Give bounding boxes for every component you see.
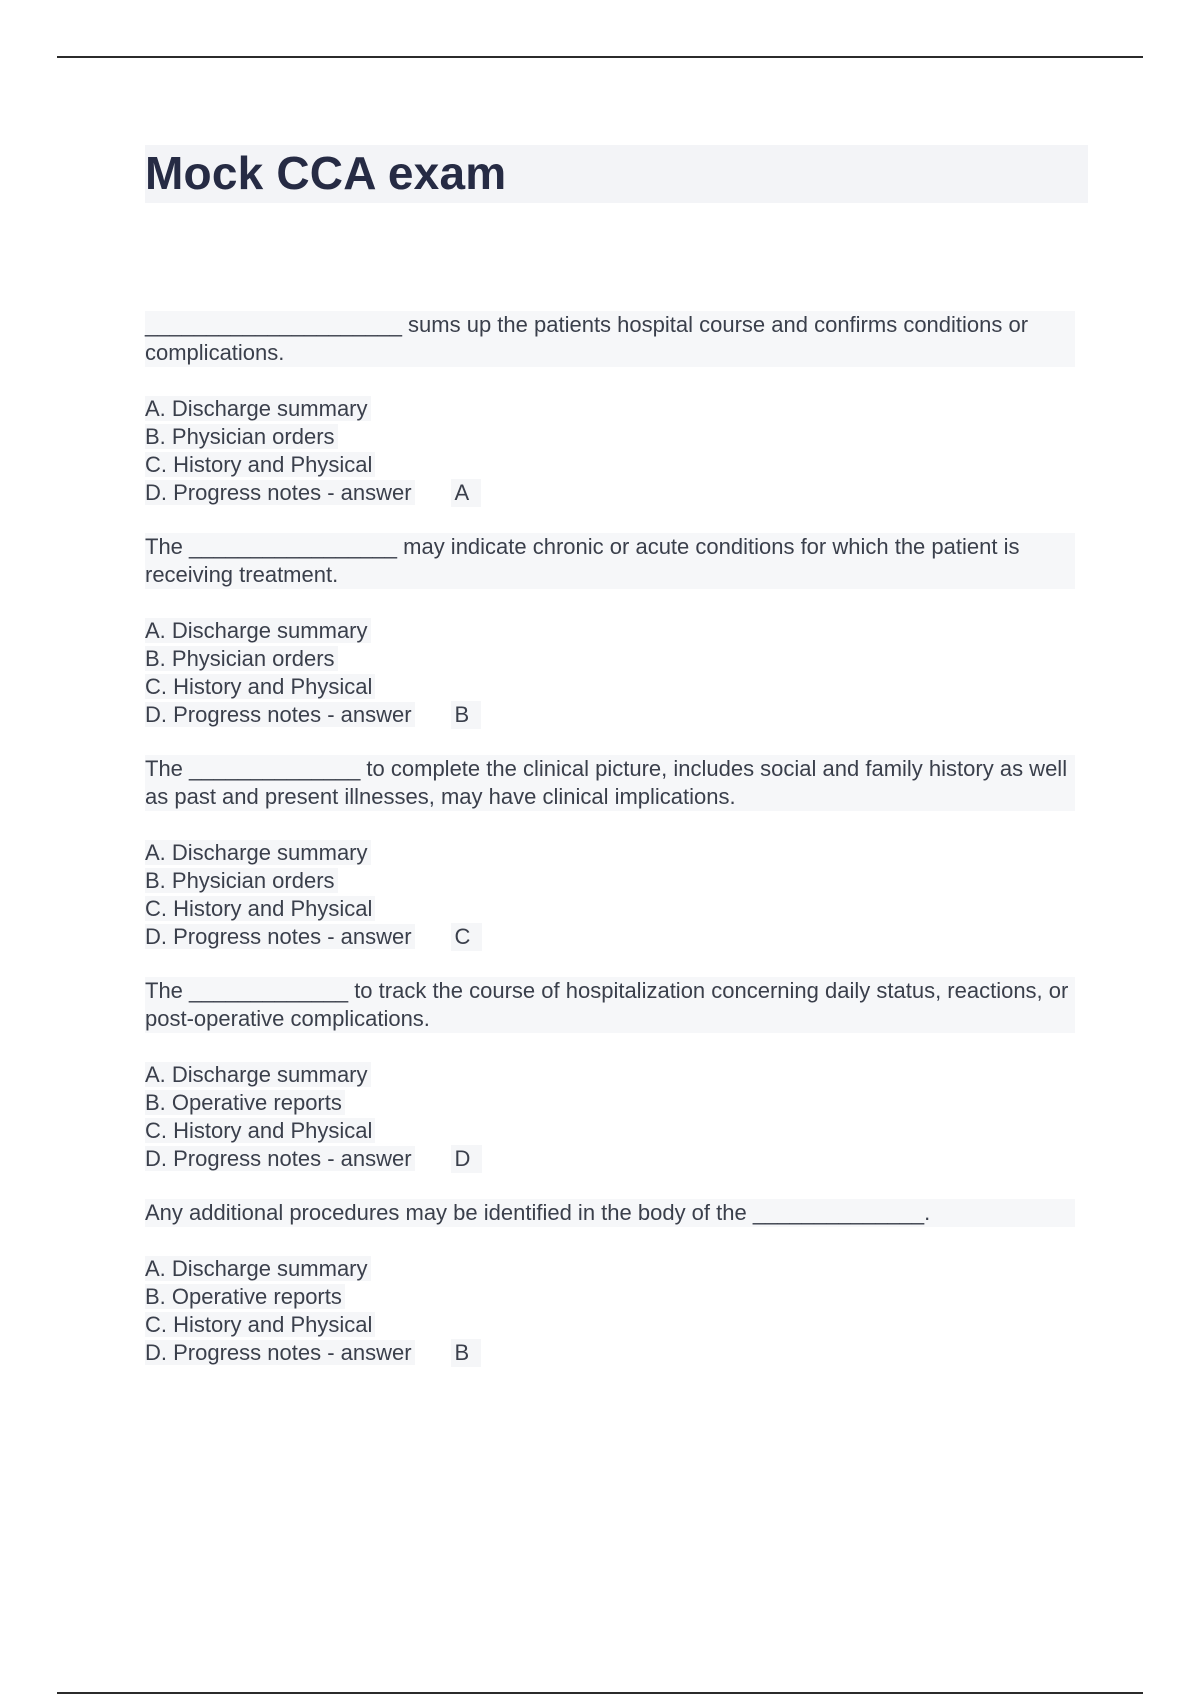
question-stem: _____________________ sums up the patients hospital course and confirms conditions or complications. (145, 311, 1075, 367)
question-stem: The ______________ to complete the clinical picture, includes social and family history as well as past and present illnesses, may have clinical implications. (145, 755, 1075, 811)
question-list (145, 311, 1075, 1393)
option-a: A. Discharge summary (145, 1061, 1075, 1089)
option-c: C. History and Physical (145, 895, 1075, 923)
option-a: A. Discharge summary (145, 839, 1075, 867)
option-d: D. Progress notes - answer A (145, 479, 1075, 507)
option-b: B. Physician orders (145, 423, 1075, 451)
option-c: C. History and Physical (145, 673, 1075, 701)
option-list (145, 617, 1075, 729)
question-5 (145, 1199, 1075, 1367)
option-b: B. Operative reports (145, 1283, 1075, 1311)
question-3 (145, 755, 1075, 951)
option-list (145, 839, 1075, 951)
question-2 (145, 533, 1075, 729)
question-stem: The _____________ to track the course of hospitalization concerning daily status, reactions, or post-operative complications. (145, 977, 1075, 1033)
option-b: B. Physician orders (145, 645, 1075, 673)
option-c: C. History and Physical (145, 1117, 1075, 1145)
answer-letter: A (451, 479, 482, 507)
option-d: D. Progress notes - answer B (145, 1339, 1075, 1367)
bottom-rule (57, 1692, 1143, 1694)
top-rule (57, 56, 1143, 58)
option-c: C. History and Physical (145, 1311, 1075, 1339)
question-4 (145, 977, 1075, 1173)
question-stem: Any additional procedures may be identified in the body of the ______________. (145, 1199, 1075, 1227)
option-d: D. Progress notes - answer B (145, 701, 1075, 729)
option-a: A. Discharge summary (145, 1255, 1075, 1283)
option-c: C. History and Physical (145, 451, 1075, 479)
answer-letter: B (451, 1339, 482, 1367)
option-b: B. Physician orders (145, 867, 1075, 895)
option-list (145, 1255, 1075, 1367)
answer-letter: D (451, 1145, 483, 1173)
option-d: D. Progress notes - answer D (145, 1145, 1075, 1173)
option-b: B. Operative reports (145, 1089, 1075, 1117)
option-a: A. Discharge summary (145, 395, 1075, 423)
option-d: D. Progress notes - answer C (145, 923, 1075, 951)
question-1 (145, 311, 1075, 507)
option-a: A. Discharge summary (145, 617, 1075, 645)
page-title: Mock CCA exam (145, 147, 507, 199)
answer-letter: C (451, 923, 483, 951)
option-list (145, 1061, 1075, 1173)
option-list (145, 395, 1075, 507)
answer-letter: B (451, 701, 482, 729)
question-stem: The _________________ may indicate chronic or acute conditions for which the patient is receiving treatment. (145, 533, 1075, 589)
